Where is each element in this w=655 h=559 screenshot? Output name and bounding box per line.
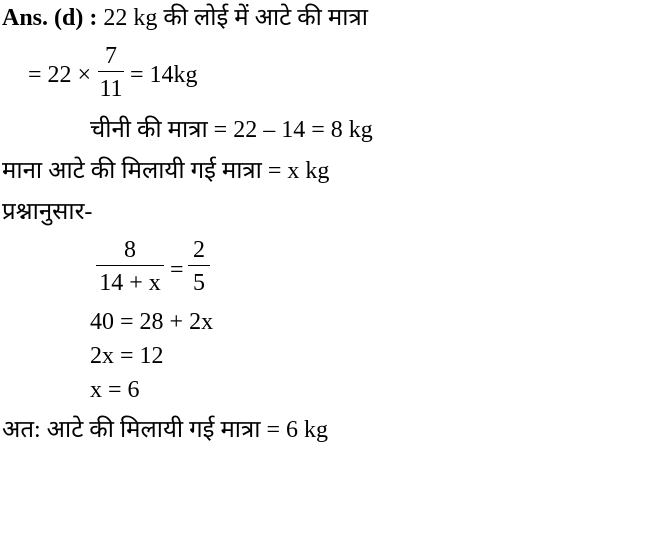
equation-step-3-text: x = 6 (90, 377, 140, 403)
sugar-quantity-text: चीनी की मात्रा = 22 – 14 = 8 kg (90, 117, 373, 143)
fraction-right (188, 237, 210, 296)
conclusion-text: अत: आटे की मिलायी गई मात्रा = 6 kg (2, 417, 329, 443)
equation-step-1 (90, 308, 213, 336)
fraction-right-denominator: 5 (193, 270, 205, 296)
equation-step-3 (90, 376, 140, 404)
according-to-question-line (2, 198, 92, 226)
fraction-left-bar (96, 265, 164, 266)
assumption-line (2, 157, 329, 185)
fraction-left-numerator: 8 (124, 237, 136, 263)
fraction-denominator: 11 (99, 76, 123, 102)
fraction-numerator: 7 (105, 43, 117, 69)
flour-calc-prefix-text: = 22 × (28, 62, 92, 88)
according-to-question-text: प्रश्नानुसार- (2, 199, 93, 225)
equation-step-2 (90, 342, 164, 370)
answer-line (2, 4, 368, 32)
fraction-seven-elevenths (98, 43, 124, 102)
flour-calc-result-text: = 14kg (130, 62, 198, 88)
flour-calc-prefix (28, 61, 91, 89)
fraction-right-numerator: 2 (193, 237, 205, 263)
fraction-left-denominator: 14 + x (99, 270, 161, 296)
equation-equals (170, 256, 184, 284)
assumption-text: माना आटे की मिलायी गई मात्रा = x kg (2, 158, 330, 184)
answer-statement: 22 kg की लोई में आटे की मात्रा (97, 5, 368, 31)
answer-label: Ans. (d) : (2, 5, 98, 31)
fraction-bar (98, 71, 124, 72)
equals-sign: = (170, 257, 184, 283)
conclusion-line (2, 416, 328, 444)
flour-calc-result (130, 61, 198, 89)
equation-step-1-text: 40 = 28 + 2x (90, 309, 214, 335)
sugar-quantity-line (90, 116, 373, 144)
equation-step-2-text: 2x = 12 (90, 343, 164, 369)
fraction-left (96, 237, 164, 296)
fraction-right-bar (188, 265, 210, 266)
